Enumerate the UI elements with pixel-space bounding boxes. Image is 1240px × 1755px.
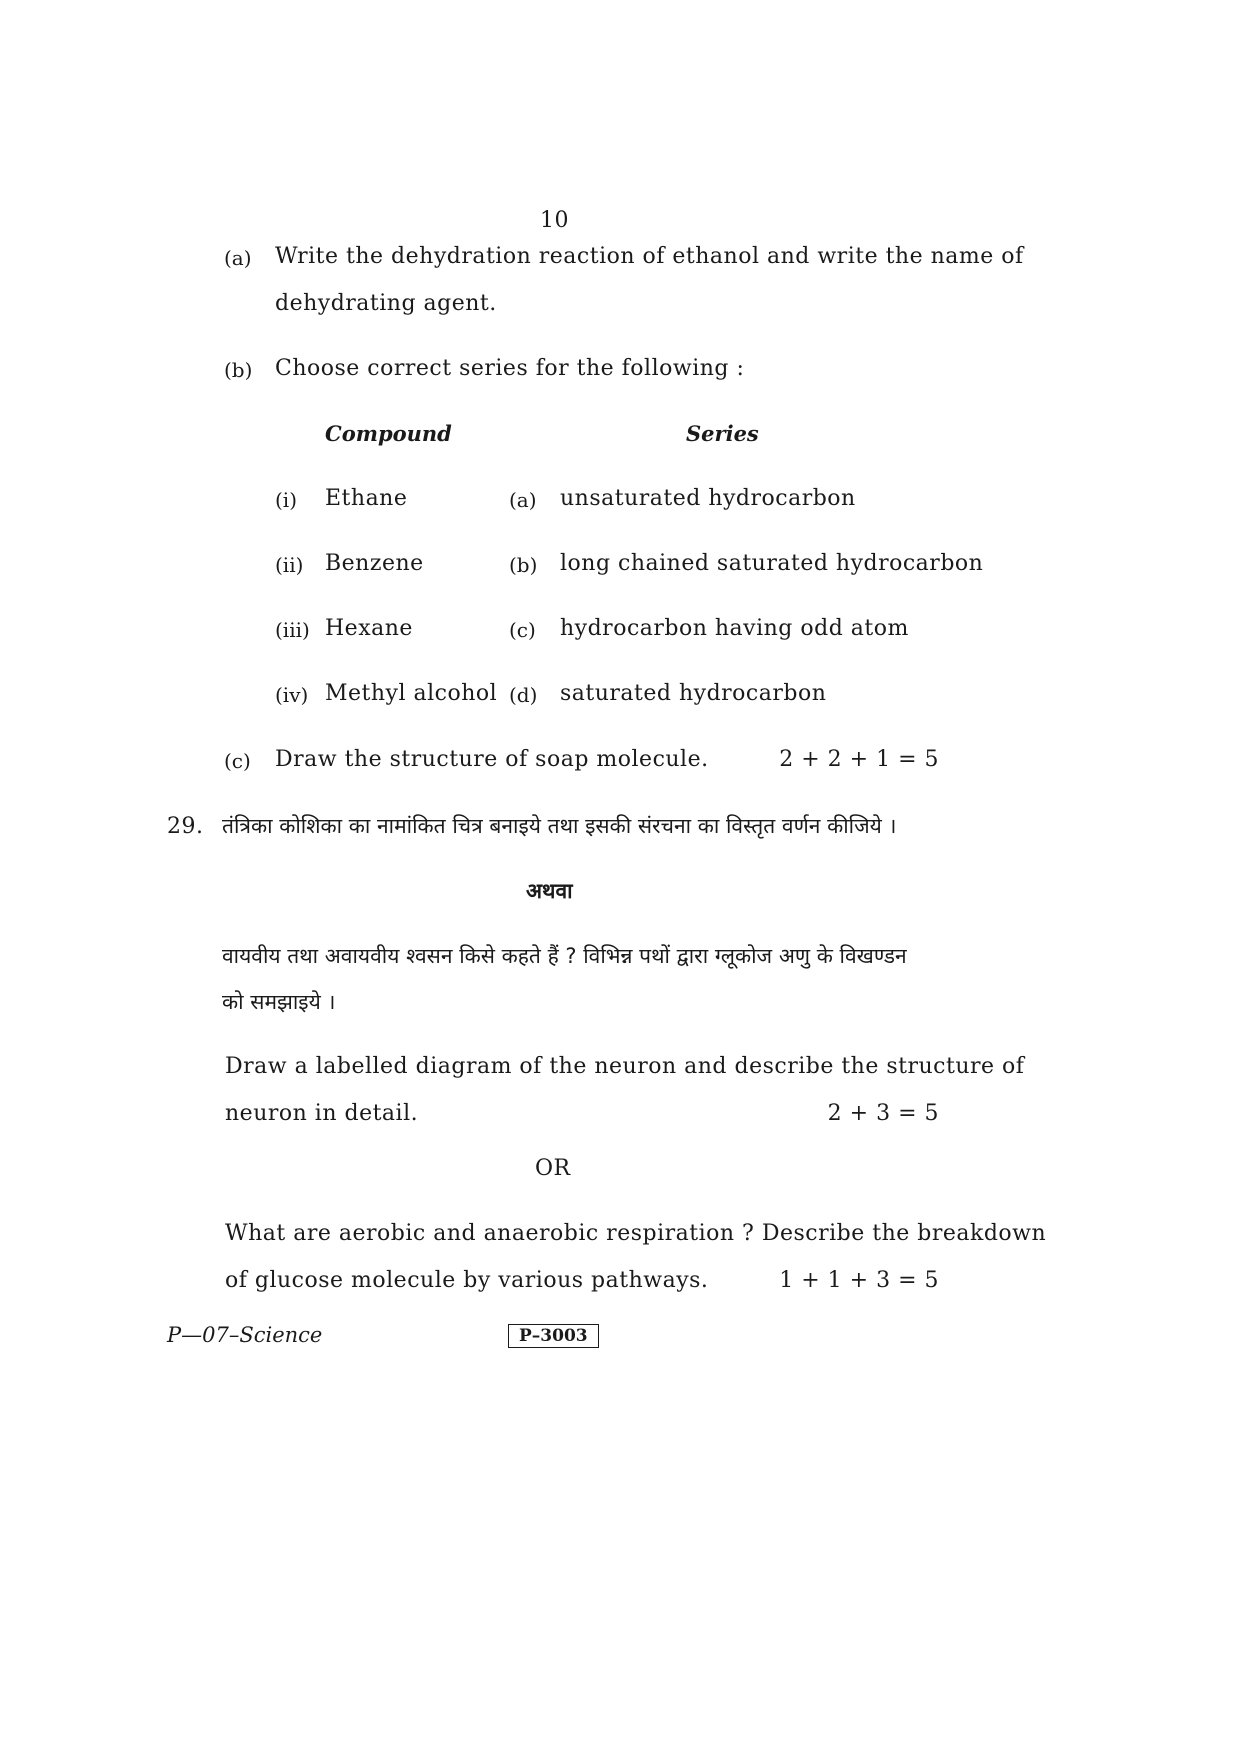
paper-code: P–3003 — [508, 1324, 599, 1348]
english-or: OR — [535, 1156, 571, 1181]
match-series-letter: (a) — [509, 488, 537, 512]
q29-hindi-alt-line1: वायवीय तथा अवायवीय श्वसन किसे कहते हैं ? विभिन्न पथों द्वारा ग्लूकोज अणु के विखण्डन — [222, 944, 907, 968]
match-compound: Ethane — [325, 486, 408, 511]
match-row-number: (i) — [275, 488, 298, 512]
match-series: saturated hydrocarbon — [560, 681, 827, 706]
match-series-letter: (c) — [509, 618, 536, 642]
q28a-text-line2: dehydrating agent. — [275, 291, 497, 316]
sub-question-label-b: (b) — [224, 358, 253, 382]
match-compound: Hexane — [325, 616, 413, 641]
q29-marks: 2 + 3 = 5 — [827, 1101, 939, 1126]
question-number-29: 29. — [167, 814, 204, 839]
q28c-text: Draw the structure of soap molecule. — [275, 747, 709, 772]
paper-name: P—07–Science — [167, 1323, 323, 1347]
q28-marks: 2 + 2 + 1 = 5 — [779, 747, 939, 772]
match-series: unsaturated hydrocarbon — [560, 486, 856, 511]
match-row-number: (ii) — [275, 553, 304, 577]
q29-hindi-text: तंत्रिका कोशिका का नामांकित चित्र बनाइये तथा इसकी संरचना का विस्तृत वर्णन कीजिये । — [222, 814, 897, 838]
match-row-number: (iv) — [275, 683, 309, 707]
q29-alt-marks: 1 + 1 + 3 = 5 — [779, 1268, 939, 1293]
match-row-number: (iii) — [275, 618, 310, 642]
q29-english-alt-line1: What are aerobic and anaerobic respiration ? Describe the breakdown — [225, 1221, 1047, 1246]
match-series-letter: (d) — [509, 683, 538, 707]
q29-hindi-alt-line2: को समझाइये । — [222, 990, 336, 1014]
match-compound: Benzene — [325, 551, 424, 576]
page-number: 10 — [540, 208, 569, 233]
q29-english-alt-line2: of glucose molecule by various pathways. — [225, 1268, 709, 1293]
sub-question-label-c: (c) — [224, 749, 251, 773]
q29-english-line1: Draw a labelled diagram of the neuron and describe the structure of — [225, 1054, 1025, 1079]
series-header: Series — [686, 421, 759, 446]
q28b-text: Choose correct series for the following : — [275, 356, 745, 381]
sub-question-label-a: (a) — [224, 246, 252, 270]
match-series: long chained saturated hydrocarbon — [560, 551, 984, 576]
q29-english-line2: neuron in detail. — [225, 1101, 419, 1126]
match-compound: Methyl alcohol — [325, 681, 498, 706]
compound-header: Compound — [325, 421, 452, 446]
match-series-letter: (b) — [509, 553, 538, 577]
hindi-or: अथवा — [526, 879, 573, 903]
q28a-text-line1: Write the dehydration reaction of ethanol and write the name of — [275, 244, 1024, 269]
match-series: hydrocarbon having odd atom — [560, 616, 909, 641]
